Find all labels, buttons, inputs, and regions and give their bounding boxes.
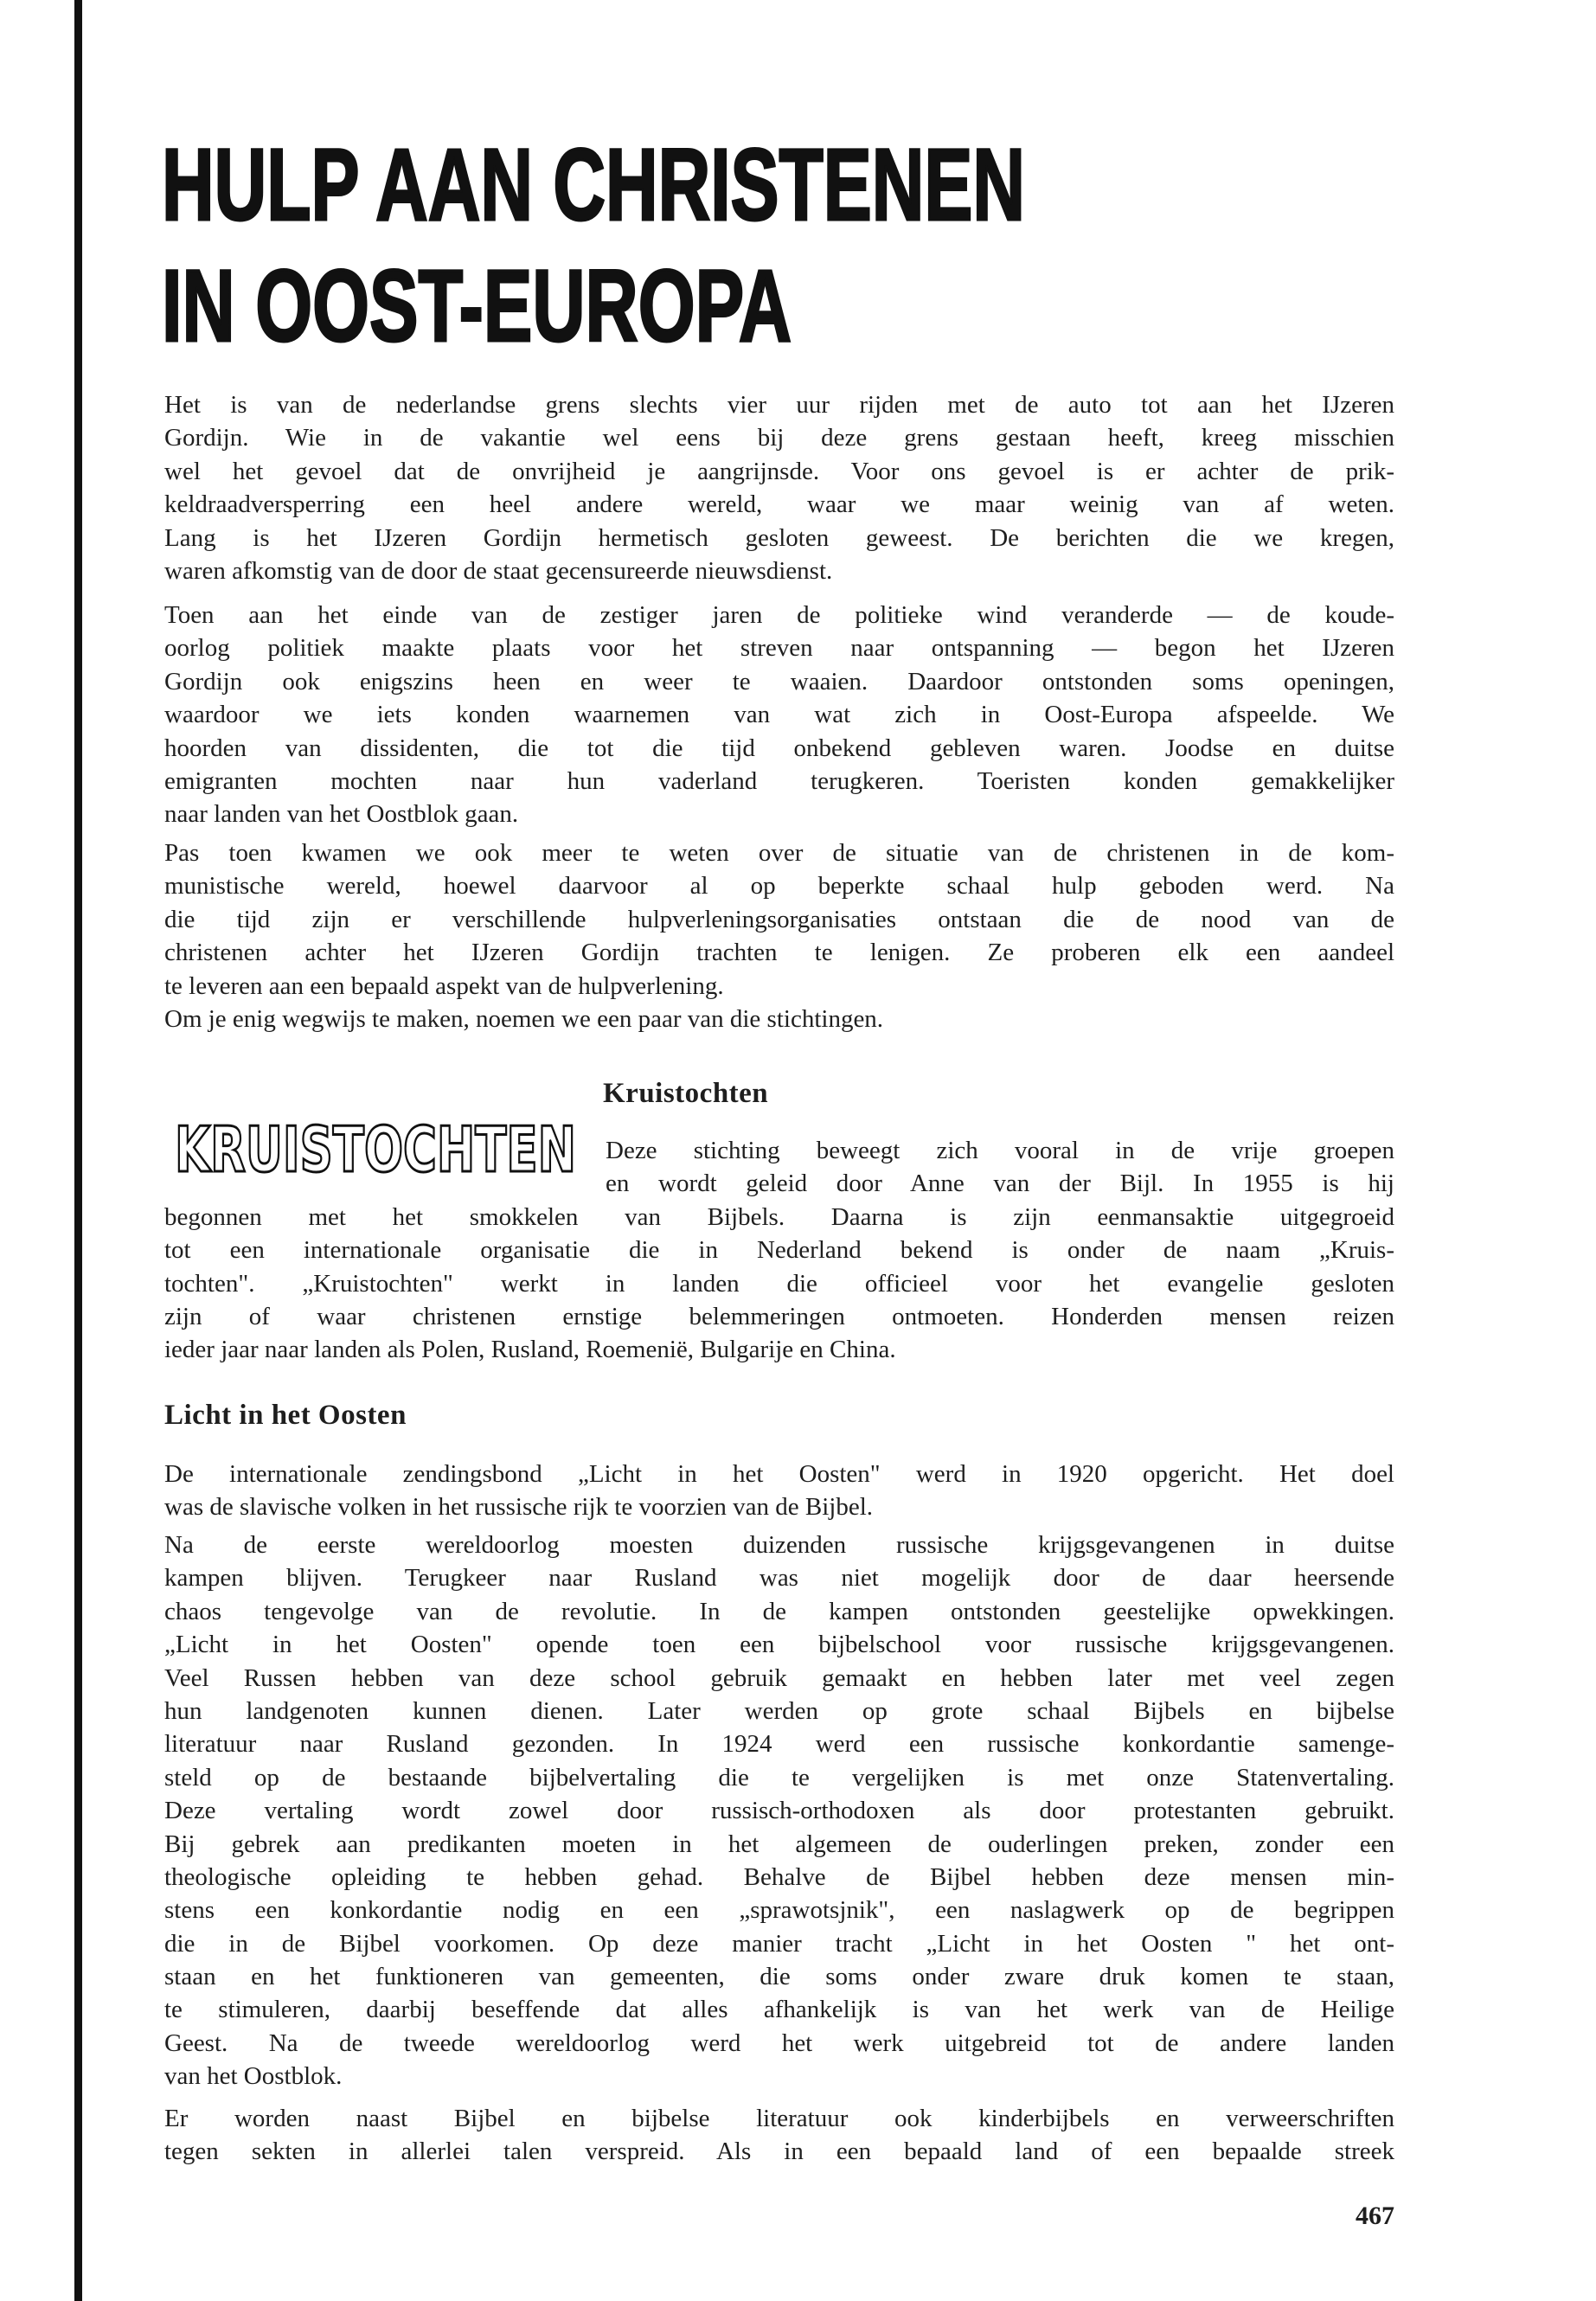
licht-paragraph-3 [164, 2102, 1394, 2169]
text-line: van het Oostblok. [164, 2062, 343, 2091]
intro-paragraph-1 [164, 388, 1394, 587]
text-line: Toen aan het einde van de zestiger jaren de politieke wind veranderde — de koude- [164, 601, 1394, 629]
text-line: kampen blijven. Terugkeer naar Rusland was niet mogelijk door de daar heersende [164, 1564, 1394, 1593]
text-line: Pas toen kwamen we ook meer te weten over de situatie van de christenen in de kom- [164, 839, 1394, 867]
intro-paragraph-2 [164, 599, 1394, 831]
text-line: „Licht in het Oosten" opende toen een bijbelschool voor russische krijgsgevangenen. [164, 1631, 1394, 1659]
text-line: Bij gebrek aan predikanten moeten in het algemeen de ouderlingen preken, zonder een [164, 1830, 1394, 1858]
text-line: staan en het funktioneren van gemeenten, die soms onder zware druk komen te staan, [164, 1963, 1394, 1991]
intro-paragraph-3 [164, 836, 1394, 1003]
text-line: Om je enig wegwijs te maken, noemen we een paar van die stichtingen. [164, 1005, 884, 1033]
section-heading-licht-in-het-oosten: Licht in het Oosten [164, 1400, 407, 1431]
text-line: begonnen met het smokkelen van Bijbels. Daarna is zijn eenmansaktie uitgegroeid [164, 1202, 1394, 1231]
text-line: Deze vertaling wordt zowel door russisch-orthodoxen als door protestanten gebruikt. [164, 1797, 1394, 1825]
intro-paragraph-4 [164, 1003, 1394, 1035]
text-line: keldraadversperring een heel andere wereld, waar we maar weinig van af weten. [164, 490, 1394, 519]
text-line: stens een konkordantie nodig en een „sprawotsjnik", een naslagwerk op de begrippen [164, 1896, 1394, 1925]
text-line: De internationale zendingsbond „Licht in het Oosten" werd in 1920 opgericht. Het doel [164, 1460, 1394, 1488]
page-edge-bar [74, 0, 82, 2301]
text-line: die tijd zijn er verschillende hulpverleningsorganisaties ontstaan die de nood van de [164, 905, 1394, 933]
text-line: Veel Russen hebben van deze school gebruik gemaakt en hebben later met veel zegen [164, 1663, 1394, 1692]
text-line: theologische opleiding te hebben gehad. Behalve de Bijbel hebben deze mensen min- [164, 1862, 1394, 1891]
text-line: Na de eerste wereldoorlog moesten duizenden russische krijgsgevangenen in duitse [164, 1531, 1394, 1559]
kruistochten-logo-text: KRUISTOCHTEN [175, 1113, 576, 1186]
text-line: emigranten mochten naar hun vaderland terugkeren. Toeristen konden gemakkelijker [164, 766, 1394, 795]
text-line: hun landgenoten kunnen dienen. Later werden op grote schaal Bijbels en bijbelse [164, 1696, 1394, 1725]
text-line: Er worden naast Bijbel en bijbelse literatuur ook kinderbijbels en verweerschriften [164, 2105, 1394, 2132]
text-line: zijn of waar christenen ernstige belemmeringen ontmoeten. Honderden mensen reizen [164, 1302, 1394, 1330]
text-line: en wordt geleid door Anne van der Bijl. In 1955 is hij [606, 1170, 1394, 1198]
text-line: Lang is het IJzeren Gordijn hermetisch gesloten geweest. De berichten die we kregen, [164, 523, 1394, 552]
text-line: literatuur naar Rusland gezonden. In 1924 werd een russische konkordantie samenge- [164, 1730, 1394, 1759]
licht-paragraph-2 [164, 1529, 1394, 2093]
text-line: tot een internationale organisatie die in Nederland bekend is onder de naam „Kruis- [164, 1236, 1394, 1265]
text-line: christenen achter het IJzeren Gordijn trachten te lenigen. Ze proberen elk een aandeel [164, 939, 1394, 967]
text-line: Gordijn ook enigszins heen en weer te waaien. Daardoor ontstonden soms openingen, [164, 667, 1394, 695]
section-heading-kruistochten: Kruistochten [603, 1078, 769, 1109]
text-line: tochten". „Kruistochten" werkt in landen die officieel voor het evangelie gesloten [164, 1269, 1394, 1298]
text-line: Deze stichting beweegt zich vooral in de vrije groepen [606, 1137, 1394, 1164]
text-line: steld op de bestaande bijbelvertaling die te vergelijken is met onze Statenvertaling. [164, 1763, 1394, 1791]
text-line: hoorden van dissidenten, die tot die tijd onbekend gebleven waren. Joodse en duitse [164, 734, 1394, 762]
title-line-1: HULP AAN CHRISTENEN [162, 128, 1025, 242]
text-line: waren afkomstig van de door de staat gecensureerde nieuwsdienst. [164, 556, 833, 585]
text-line: Het is van de nederlandse grens slechts vier uur rijden met de auto tot aan het IJzeren [164, 391, 1394, 419]
text-line: was de slavische volken in het russische rijk te voorzien van de Bijbel. [164, 1493, 874, 1522]
text-line: oorlog politiek maakte plaats voor het streven naar ontspanning — begon het IJzeren [164, 634, 1394, 663]
article-title [160, 128, 1042, 363]
title-line-2: IN OOST-EUROPA [162, 249, 792, 363]
text-line: naar landen van het Oostblok gaan. [164, 800, 519, 829]
text-line: Geest. Na de tweede wereldoorlog werd het werk uitgebreid tot de andere landen [164, 2029, 1394, 2057]
kruistochten-paragraph [164, 1134, 1394, 1367]
licht-paragraph-1 [164, 1458, 1394, 1524]
text-line: ieder jaar naar landen als Polen, Rusland, Roemenië, Bulgarije en China. [164, 1336, 896, 1364]
text-line: wel het gevoel dat de onvrijheid je aangrijnsde. Voor ons gevoel is er achter de prik- [164, 457, 1394, 485]
text-line: die in de Bijbel voorkomen. Op deze manier tracht „Licht in het Oosten " het ont- [164, 1929, 1394, 1958]
text-line: te leveren aan een bepaald aspekt van de hulpverlening. [164, 971, 724, 1000]
text-line: te stimuleren, daarbij beseffende dat alles afhankelijk is van het werk van de Heilige [164, 1996, 1394, 2024]
text-line: chaos tengevolge van de revolutie. In de kampen ontstonden geestelijke opwekkingen. [164, 1597, 1394, 1625]
page-number: 467 [1356, 2202, 1394, 2230]
text-line: waardoor we iets konden waarnemen van wat zich in Oost-Europa afspeelde. We [164, 701, 1394, 729]
text-line: Gordijn. Wie in de vakantie wel eens bij deze grens gestaan heeft, kreeg misschien [164, 424, 1394, 452]
text-line: munistische wereld, hoewel daarvoor al op beperkte schaal hulp geboden werd. Na [164, 872, 1394, 901]
text-line: tegen sekten in allerlei talen verspreid. Als in een bepaald land of een bepaalde streek [164, 2138, 1394, 2166]
